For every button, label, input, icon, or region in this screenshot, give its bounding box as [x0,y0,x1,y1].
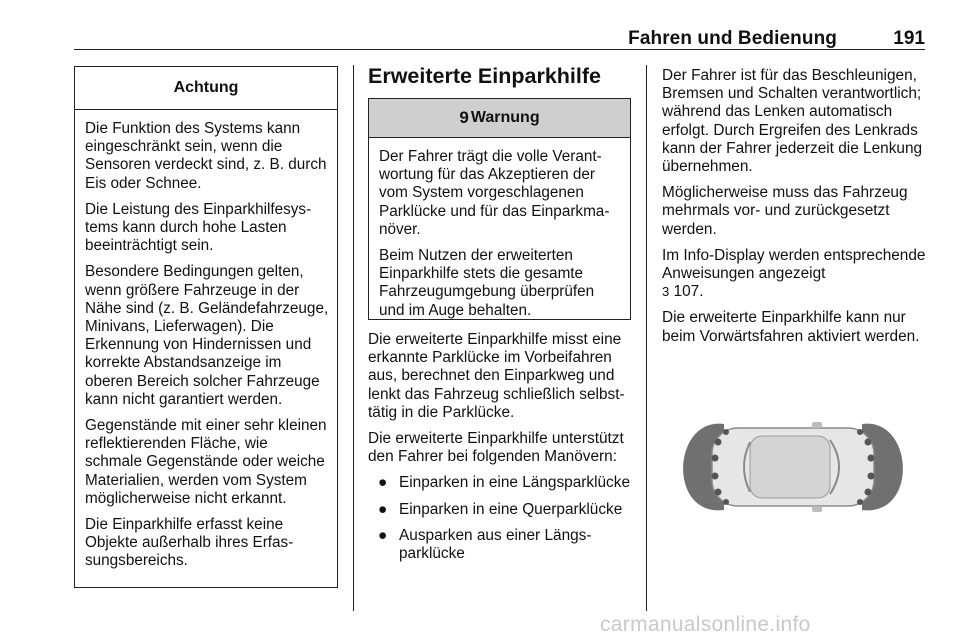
chapter-title: Fahren und Bedienung [628,28,837,49]
list-item-text: Einparken in eine Querparklücke [399,500,623,518]
mirror [812,506,822,512]
warning-body [369,138,630,320]
right-column-text [662,67,926,354]
page-reference-icon: 3 [662,284,670,300]
body-paragraph: Die erweiterte Einparkhilfe unterstützt den Fahrer bei folgenden Manövern: [368,430,624,466]
sensor-dot [865,489,872,496]
warning-heading: Warnung [470,109,540,126]
section-text [368,331,634,571]
page-header [74,26,925,50]
column-divider [353,65,354,611]
caution-body [75,110,337,571]
body-paragraph: Der Fahrer ist für das Beschleunigen, Bremsen und Schalten verantwortlich; während das Lenken automatisch erfolgt. Durch Ergreifen des Lenkrads kann der Fahrer jederzeit die Lenkung übernehmen. [662,67,923,176]
caution-paragraph: Besondere Bedingungen gelten, wenn größere Fahrzeuge in der Nähe sind (z. B. Geländefahrzeuge, Minivans, Lieferwagen). Die Erkennung von Hindernissen und korrekte Abstandsanzeige im oberen Bereich solcher Fahrzeuge kann nicht garantiert werden. [85,263,329,408]
caution-paragraph: Gegenstände mit einer sehr kleinen reflektierenden Fläche, wie schmale Gegenstände oder weiche Materialien, werden vom System möglicherweise nicht erkannt. [85,417,327,507]
sensor-dot [715,439,722,446]
body-paragraph: Die erweiterte Einparkhilfe misst eine erkannte Parklücke im Vorbeifahren aus, berechnet den Einparkweg und lenkt das Fahrzeug schließlich selbsttätig in die Parklücke. [368,331,625,421]
sensor-dot [868,455,875,462]
sensor-dot [857,429,863,435]
sensor-dot [715,489,722,496]
bullet-icon: ● [378,500,388,518]
car-roof [750,436,830,498]
page-reference[interactable]: 107. [673,283,704,301]
caution-paragraph: Die Einparkhilfe erfasst keine Objekte außerhalb ihres Erfassungsbereichs. [85,516,294,570]
sensor-dot [723,429,729,435]
caution-paragraph: Die Funktion des Systems kann eingeschränkt sein, wenn die Sensoren verdeckt sind, z. B. durch Eis oder Schnee. [85,120,327,192]
caution-heading: Achtung [75,67,337,110]
maneuver-list [368,474,634,563]
sensor-dot [868,473,875,480]
list-item-text: Einparken in eine Längsparklücke [399,474,631,492]
bullet-icon: ● [378,474,388,492]
list-item [368,527,634,563]
warning-icon: 9 [459,108,469,127]
caution-box [74,66,338,588]
list-item [368,501,634,519]
car-top-view-icon [662,362,924,570]
bullet-icon: ● [378,526,388,544]
body-paragraph: Die erweiterte Einparkhilfe kann nur beim Vorwärtsfahren aktiviert werden. [662,309,920,345]
page-number: 191 [893,28,925,49]
warning-header [369,99,630,138]
reference-paragraph [662,247,926,302]
warning-paragraph: Beim Nutzen der erweiterten Einparkhilfe stets die gesamte Fahrzeugumgebung überprüfen und im Auge behalten. [379,247,595,319]
body-paragraph: Möglicherweise muss das Fahrzeug mehrmals vor- und zurückgesetzt werden. [662,184,908,238]
sensor-dot [723,499,729,505]
reference-text: Im Info-Display werden entsprechende Anweisungen angezeigt [662,246,926,283]
section-title: Erweiterte Einparkhilfe [368,64,601,88]
sensor-dot [865,439,872,446]
list-item [368,474,634,492]
sensor-dot [712,455,719,462]
sensor-dot [857,499,863,505]
list-item-text: Ausparken aus einer Längsparklücke [399,526,592,563]
mirror [812,422,822,428]
warning-paragraph: Der Fahrer trägt die volle Verantwortung für das Akzeptieren der vom System vorgeschlagenen Parklücke und für das Einparkmanöver. [379,148,610,238]
column-divider [646,65,647,611]
sensor-dot [712,473,719,480]
watermark: carmanualsonline.info [600,613,811,636]
caution-paragraph: Die Leistung des Einparkhilfesystems kann durch hohe Lasten beeinträchtigt sein. [85,200,312,255]
parking-sensor-illustration [662,362,924,570]
warning-box [368,98,631,320]
